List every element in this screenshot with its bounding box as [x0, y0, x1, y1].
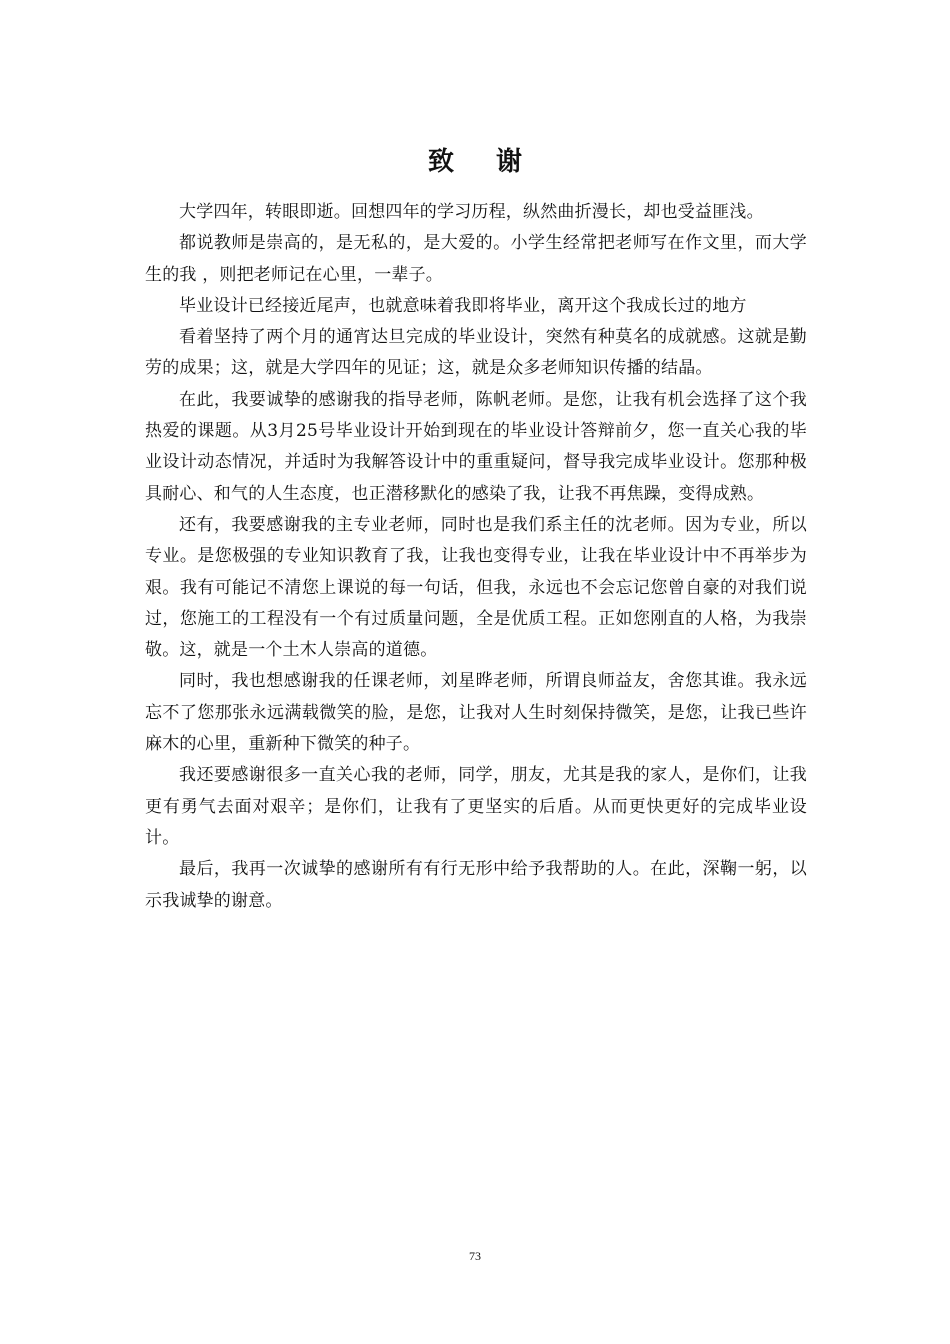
paragraph-3: 毕业设计已经接近尾声，也就意味着我即将毕业，离开这个我成长过的地方 — [179, 295, 747, 316]
paragraph-1: 大学四年，转眼即逝。回想四年的学习历程，纵然曲折漫长，却也受益匪浅。 — [179, 202, 764, 222]
paragraph-2: 都说教师是崇高的，是无私的，是大爱的。小学生经常把老师写在作文里，而大学生的我 ，则把老师记在心里，一辈子。 — [145, 233, 807, 285]
paragraph-8: 我还要感谢很多一直关心我的老师，同学，朋友，尤其是我的家人，是你们，让我更有勇气去面对艰辛；是你们，让我有了更坚实的后盾。从而更快更好的完成毕业设计。 — [145, 765, 807, 848]
acknowledgement-body — [145, 197, 807, 917]
page-number: 73 — [469, 1249, 481, 1263]
paragraph-9: 最后，我再一次诚挚的感谢所有有行无形中给予我帮助的人。在此，深鞠一躬，以示我诚挚的谢意。 — [145, 859, 807, 911]
paragraph-7: 同时，我也想感谢我的任课老师，刘星晔老师，所谓良师益友，舍您其谁。我永远忘不了您那张永远满载微笑的脸，是您，让我对人生时刻保持微笑，是您，让我已些许麻木的心里，重新种下微笑的种子。 — [145, 671, 807, 755]
paragraph-6: 还有，我要感谢我的主专业老师，同时也是我们系主任的沈老师。因为专业，所以专业。是您极强的专业知识教育了我，让我也变得专业，让我在毕业设计中不再举步为艰。我有可能记不清您上课说的每一句话，但我，永远也不会忘记您曾自豪的对我们说过，您施工的工程没有一个有过质量问题，全是优质工程。正如您刚直的人格，为我崇敬。这，就是一个土木人崇高的道德。 — [145, 514, 807, 661]
paragraph-5: 在此，我要诚挚的感谢我的指导老师，陈帆老师。是您，让我有机会选择了这个我热爱的课题。从3月25号毕业设计开始到现在的毕业设计答辩前夕，您一直关心我的毕业设计动态情况，并适时为我解答设计中的重重疑问，督导我完成毕业设计。您那种极具耐心、和气的人生态度，也正潜移默化的感染了我，让我不再焦躁，变得成熟。 — [145, 389, 807, 504]
page-title: 致谢 — [427, 147, 564, 177]
paragraph-4: 看着坚持了两个月的通宵达旦完成的毕业设计，突然有种莫名的成就感。这就是勤劳的成果；这，就是大学四年的见证；这，就是众多老师知识传播的结晶。 — [145, 327, 807, 379]
